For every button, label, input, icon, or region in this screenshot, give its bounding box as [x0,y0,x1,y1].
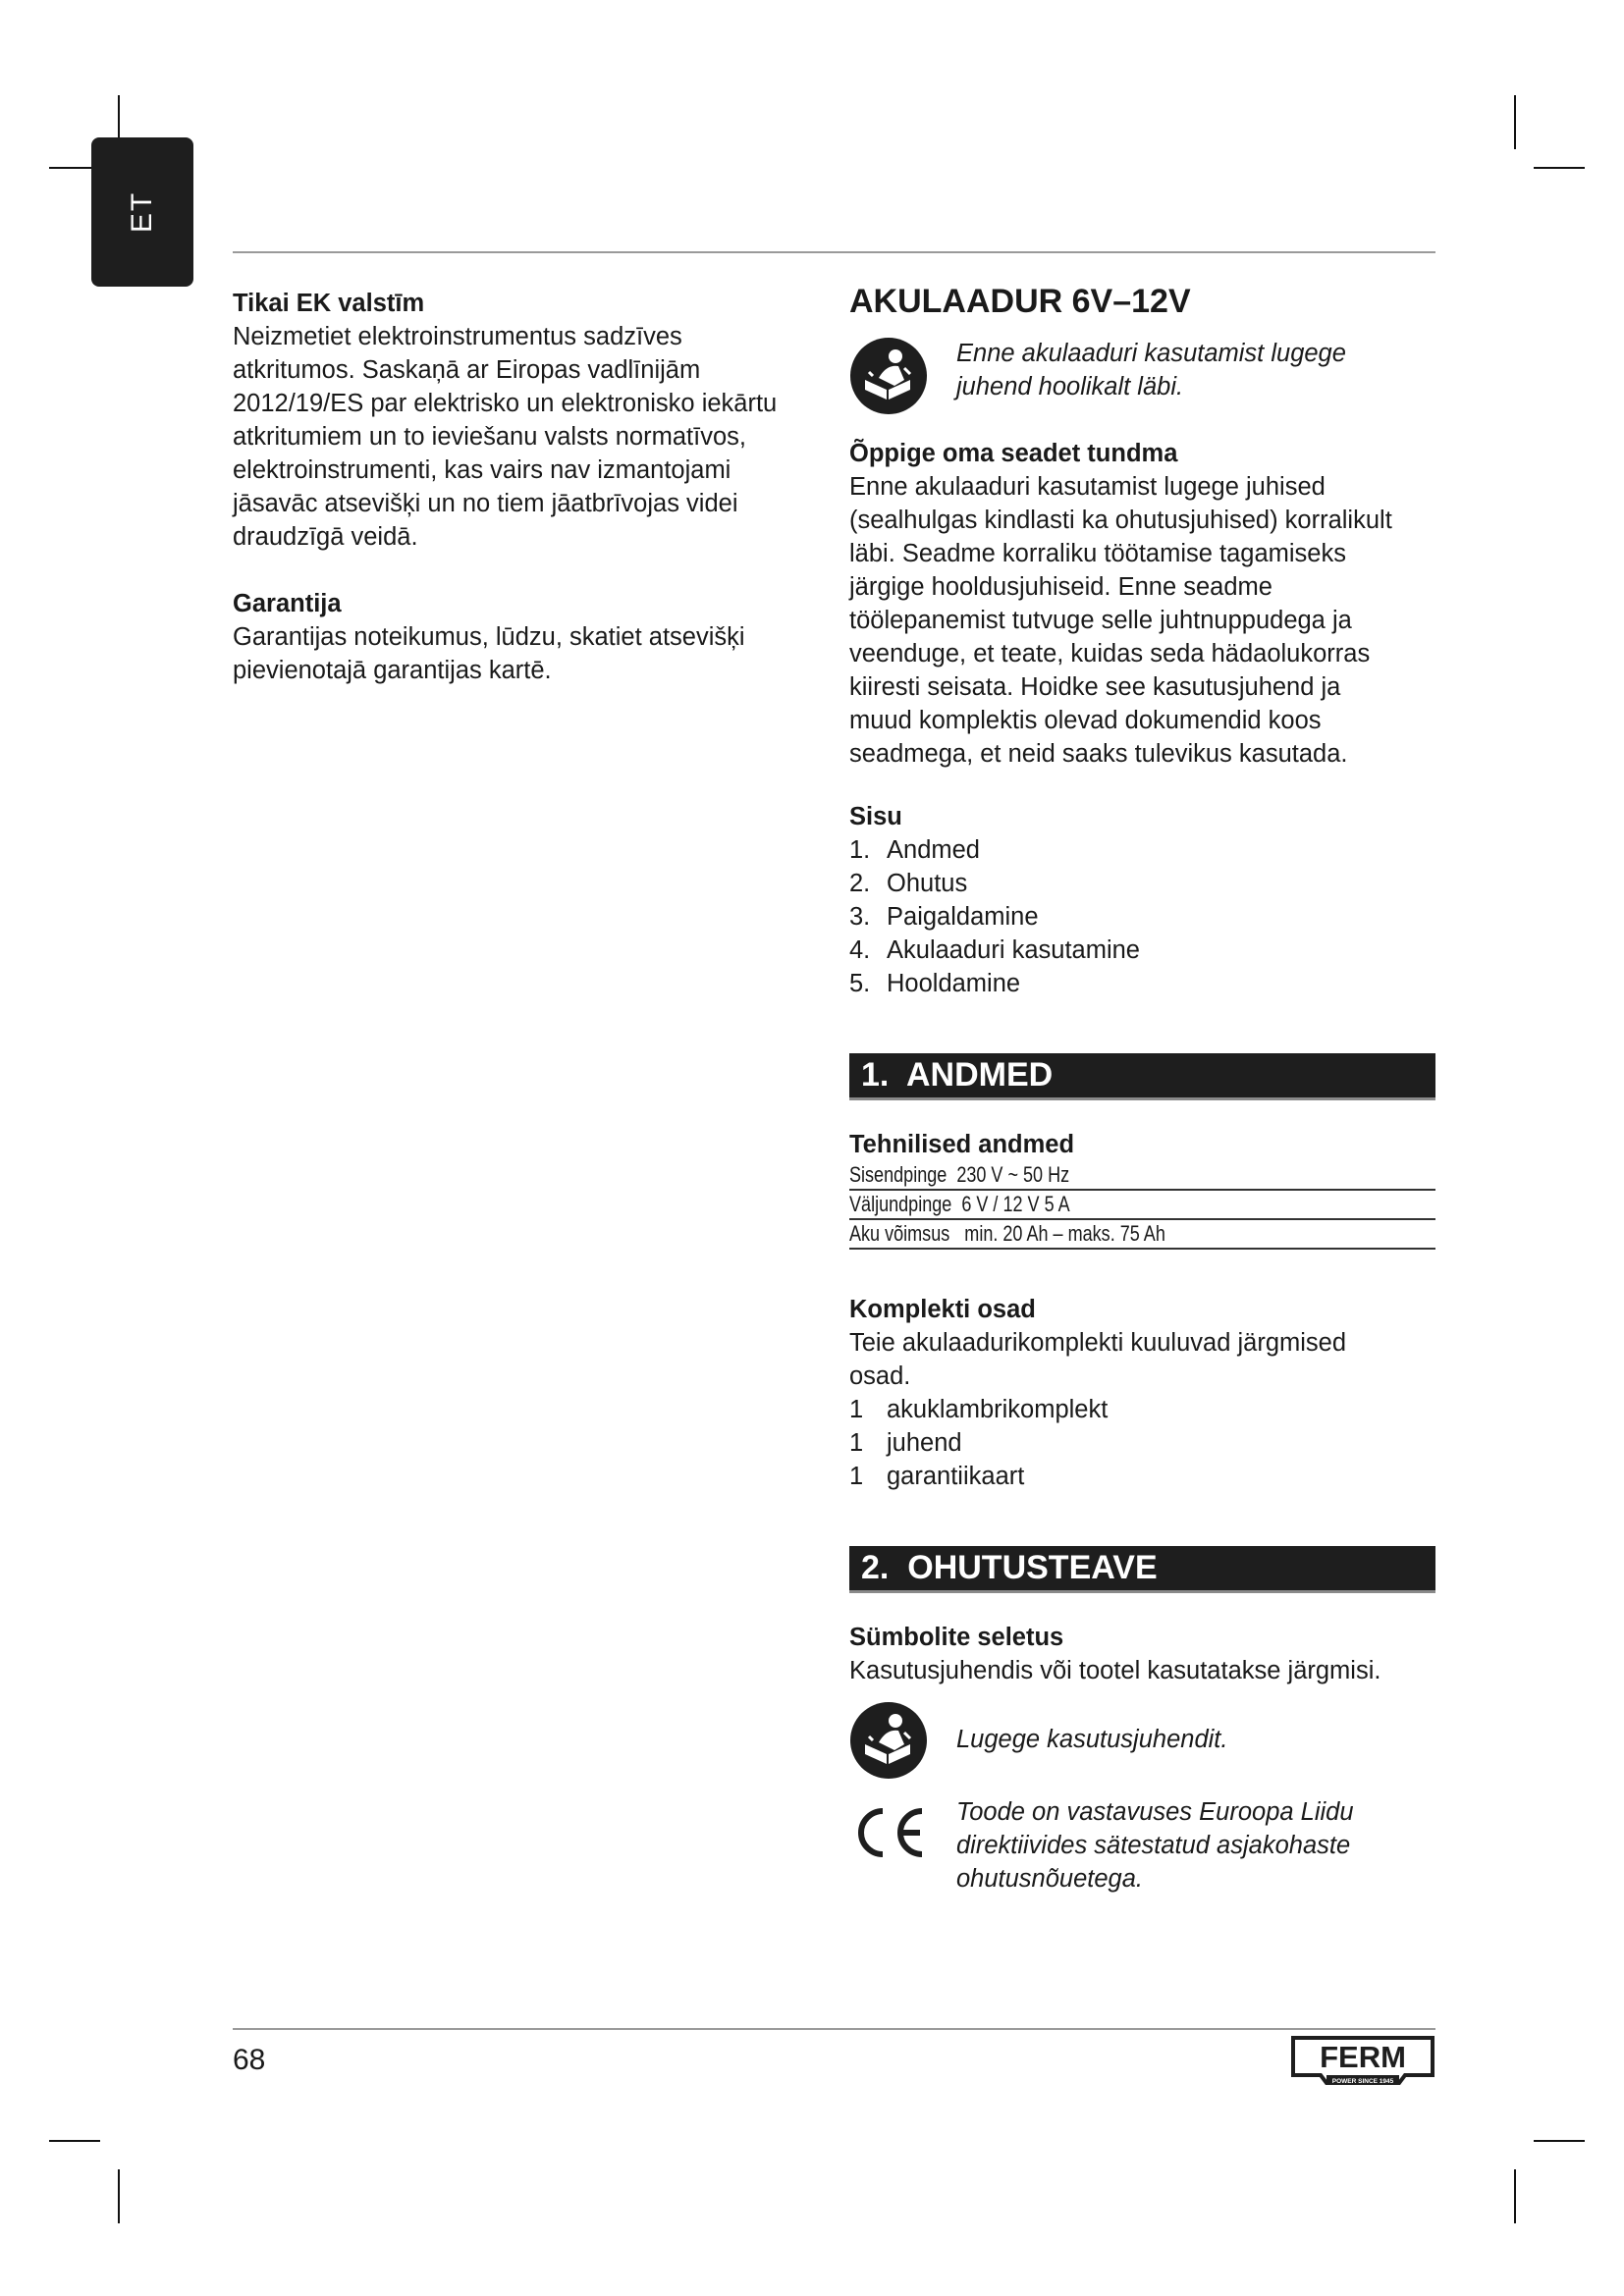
kit-parts-heading: Komplekti osad [849,1296,1036,1323]
know-device-text: Enne akulaaduri kasutamist lugege juhised (sealhulgas kindlasti ka ohutusjuhised) korralikult läbi. Seadme korraliku töötamise tagamiseks järgige hooldusjuhiseid. Enne seadme töölepanemist tutvuge selle juhtnuppudega ja veenduge, et teate, kuidas seda hädaolukorras kiiresti seisata. Hoidke see kasutusjuhend ja muud komplektis olevad dokumendid koos seadmega, et neid saaks tulevikus kasutada. [849,473,1392,768]
table-row: Aku võimsus min. 20 Ah – maks. 75 Ah [849,1219,1435,1249]
kit-parts-intro: Teie akulaadurikomplekti kuuluvad järgmised osad. [849,1329,1347,1390]
language-code: ET [126,190,158,234]
warranty-text: Garantijas noteikumus, lūdzu, skatiet atsevišķi pievienotajā garantijas kartē. [233,623,745,684]
list-item: 3. Paigaldamine [849,903,1039,931]
read-manual-note-text: Enne akulaaduri kasutamist lugege juhend hoolikalt läbi. [956,340,1346,400]
kit-parts-list [849,1393,1435,1493]
table-row: Sisendpinge 230 V ~ 50 Hz [849,1161,1435,1190]
symbols-heading: Sümbolite seletus [849,1624,1064,1651]
read-manual-icon [849,1701,928,1780]
logo-tagline: POWER SINCE 1945 [1331,2078,1394,2085]
document-title: AKULAADUR 6V–12V [849,283,1191,320]
crop-mark [118,2169,120,2223]
eu-only-heading: Tikai EK valstīm [233,290,425,317]
contents-heading: Sisu [849,803,902,830]
crop-mark [1514,2169,1516,2223]
spec-table [849,1161,1435,1250]
symbol-ce-row [849,1793,1435,1896]
list-item: 4. Akulaaduri kasutamine [849,936,1140,964]
ferm-logo [1289,2032,1436,2095]
logo-text: FERM [1320,2040,1406,2074]
list-item: 1. Andmed [849,836,980,864]
section-band-safety: 2. OHUTUSTEAVE [849,1546,1435,1593]
read-manual-note [849,337,1435,415]
list-item: 1 akuklambrikomplekt [849,1396,1109,1423]
symbol-manual-text: Lugege kasutusjuhendit. [956,1726,1228,1753]
bottom-divider [233,2028,1435,2030]
contents-list [849,833,1435,1000]
read-manual-icon [849,337,928,415]
crop-mark [49,2140,100,2142]
symbol-ce-text: Toode on vastavuses Euroopa Liidu direktiivides sätestatud asjakohaste ohutusnõuetega. [956,1798,1354,1893]
list-item: 5. Hooldamine [849,970,1021,997]
top-divider [233,251,1435,253]
eu-disposal-text: Neizmetiet elektroinstrumentus sadzīves atkritumos. Saskaņā ar Eiropas vadlīnijām 2012/19/ES par elektrisko un elektronisko iekārtu atkritumiem un to ieviešanu valsts normatīvos, elektroinstrumenti, kas vairs nav izmantojami jāsavāc atsevišķi un no tiem jāatbrīvojas videi draudzīgā veidā. [233,323,778,551]
list-item: 1 garantiikaart [849,1463,1025,1490]
table-row: Väljundpinge 6 V / 12 V 5 A [849,1190,1435,1219]
crop-mark [1534,2140,1585,2142]
right-column [849,282,1435,1896]
language-tab [91,137,193,287]
list-item: 2. Ohutus [849,870,968,897]
left-column [233,287,812,687]
section-band-data: 1. ANDMED [849,1053,1435,1100]
tech-data-heading: Tehnilised andmed [849,1131,1075,1158]
crop-mark [1534,167,1585,169]
symbols-intro: Kasutusjuhendis või tootel kasutatakse järgmisi. [849,1657,1381,1684]
ce-mark-icon [849,1793,928,1872]
page-number: 68 [233,2044,266,2076]
crop-mark [1514,95,1516,149]
list-item: 1 juhend [849,1429,962,1457]
symbol-manual-row [849,1701,1435,1780]
warranty-heading: Garantija [233,590,342,617]
know-device-heading: Õppige oma seadet tundma [849,440,1178,467]
